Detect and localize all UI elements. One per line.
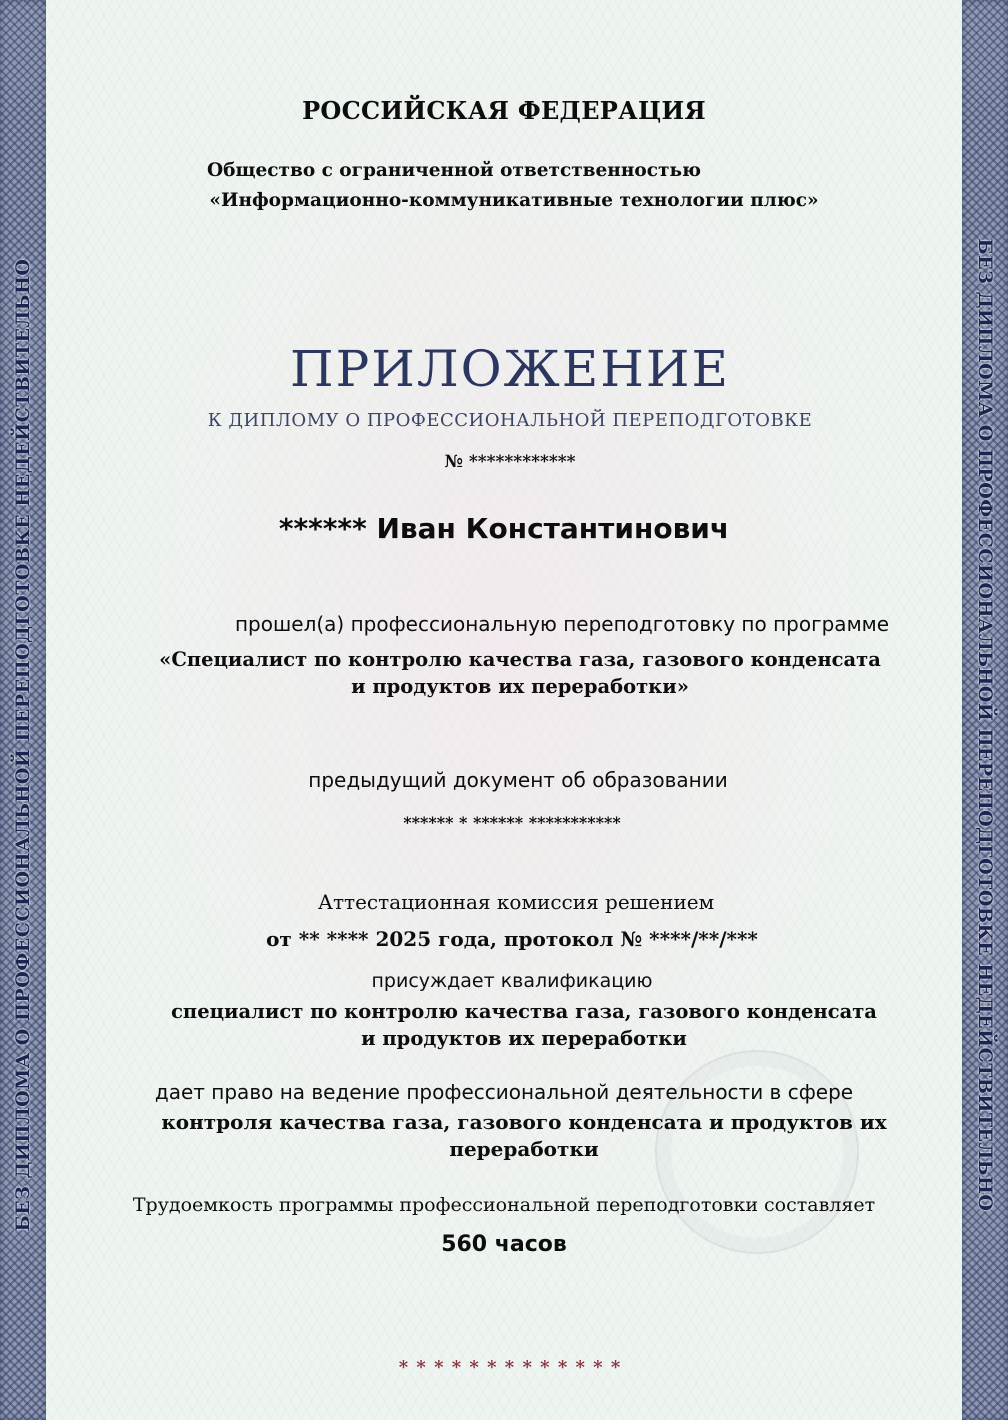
right-security-border — [962, 0, 1008, 1420]
commission-label: Аттестационная комиссия решением — [317, 890, 715, 914]
program-name-line1: «Специалист по контролю качества газа, газового конденсата — [159, 648, 881, 671]
registration-serial: * * * * * * * * * * * * * — [398, 1357, 622, 1378]
left-security-border — [0, 0, 46, 1420]
hours-label: Трудоемкость программы профессиональной переподготовки составляет — [132, 1194, 876, 1216]
organization-type: Общество с ограниченной ответственностью — [207, 160, 701, 181]
hours-value: 560 часов — [441, 1232, 567, 1257]
organization-name: «Информационно-коммуникативные технологии плюс» — [209, 190, 819, 211]
previous-education-label: предыдущий документ об образовании — [308, 768, 728, 792]
right-border-text: БЕЗ ДИПЛОМА О ПРОФЕССИОНАЛЬНОЙ ПЕРЕПОДГОТОВКЕ НЕДЕЙСТВИТЕЛЬНО — [974, 238, 996, 1212]
left-border-text: БЕЗ ДИПЛОМА О ПРОФЕССИОНАЛЬНОЙ ПЕРЕПОДГОТОВКЕ НЕДЕЙСТВИТЕЛЬНО — [12, 258, 34, 1232]
country-heading: РОССИЙСКАЯ ФЕДЕРАЦИЯ — [302, 96, 706, 125]
qualification-line1: специалист по контролю качества газа, газового конденсата — [171, 1000, 877, 1023]
qualification-line2: и продуктов их переработки — [361, 1027, 687, 1050]
commission-decision: от ** **** 2025 года, протокол № ****/**/*** — [266, 927, 758, 951]
program-name-line2: и продуктов их переработки» — [351, 675, 689, 698]
previous-education-value: ****** * ****** *********** — [403, 813, 621, 832]
rights-sphere-line2: переработки — [449, 1137, 599, 1161]
rights-label: дает право на ведение профессиональной деятельности в сфере — [154, 1080, 854, 1104]
document-title: ПРИЛОЖЕНИЕ — [290, 340, 730, 398]
document-subtitle: К ДИПЛОМУ О ПРОФЕССИОНАЛЬНОЙ ПЕРЕПОДГОТОВКЕ — [207, 410, 813, 431]
awards-label: присуждает квалификацию — [371, 970, 653, 992]
document-number: № ************ — [444, 452, 576, 472]
rights-sphere-line1: контроля качества газа, газового конденсата и продуктов их — [161, 1110, 887, 1134]
holder-name: ****** Иван Константинович — [278, 512, 730, 545]
program-intro: прошел(а) профессиональную переподготовку по программе — [234, 612, 890, 636]
